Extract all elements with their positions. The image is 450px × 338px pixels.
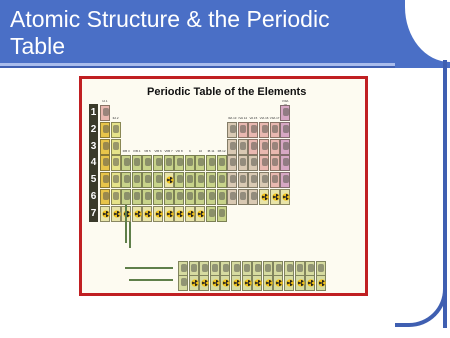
period-number-6: 6	[89, 188, 98, 205]
f-block-leader-line	[125, 205, 127, 243]
element-sample-photo	[262, 125, 268, 133]
element-sample-photo	[262, 175, 268, 183]
element-cell	[270, 172, 280, 188]
element-cell	[206, 155, 216, 171]
element-cell	[217, 172, 227, 188]
element-sample-photo	[251, 125, 257, 133]
element-cell	[217, 189, 227, 205]
element-cell	[100, 139, 110, 155]
element-cell	[111, 206, 121, 222]
actinide-cell	[316, 275, 326, 291]
group-label: VIII 8	[175, 149, 183, 154]
element-sample-photo	[318, 264, 324, 272]
element-sample-photo	[212, 264, 218, 272]
element-sample-photo	[219, 175, 225, 183]
element-cell	[206, 172, 216, 188]
group-label: VA 15	[249, 115, 258, 120]
element-cell	[132, 172, 142, 188]
element-sample-photo	[177, 192, 183, 200]
element-cell	[132, 189, 142, 205]
periodic-table-paper	[82, 79, 365, 293]
element-sample-photo	[297, 264, 303, 272]
element-cell	[259, 155, 269, 171]
element-sample-photo	[113, 125, 119, 133]
element-sample-photo	[124, 158, 130, 166]
element-sample-photo	[230, 158, 236, 166]
element-sample-photo	[240, 192, 246, 200]
element-sample-photo	[262, 158, 268, 166]
radiation-icon	[212, 279, 220, 287]
element-sample-photo	[272, 175, 278, 183]
element-sample-photo	[145, 192, 151, 200]
radiation-icon	[191, 279, 199, 287]
element-sample-photo	[187, 158, 193, 166]
element-cell	[164, 172, 174, 188]
radiation-icon	[297, 279, 305, 287]
element-cell	[227, 189, 237, 205]
element-sample-photo	[240, 125, 246, 133]
element-sample-photo	[198, 175, 204, 183]
actinide-cell	[231, 275, 241, 291]
element-sample-photo	[308, 264, 314, 272]
radiation-icon	[166, 176, 174, 184]
element-cell	[227, 122, 237, 138]
element-cell	[248, 139, 258, 155]
element-cell	[174, 172, 184, 188]
element-cell	[259, 172, 269, 188]
actinide-cell	[252, 275, 262, 291]
radiation-icon	[187, 210, 195, 218]
group-label: 10	[198, 149, 203, 154]
group-label: IIIB 3	[122, 149, 130, 154]
element-cell	[142, 155, 152, 171]
element-cell	[195, 172, 205, 188]
element-sample-photo	[124, 192, 130, 200]
element-sample-photo	[262, 142, 268, 150]
element-cell	[280, 105, 290, 121]
actinide-cell	[189, 275, 199, 291]
element-cell	[270, 189, 280, 205]
element-cell	[153, 172, 163, 188]
element-sample-photo	[283, 125, 289, 133]
element-cell	[100, 172, 110, 188]
radiation-icon	[155, 210, 163, 218]
element-cell	[111, 172, 121, 188]
element-sample-photo	[187, 175, 193, 183]
element-sample-photo	[219, 192, 225, 200]
frame-right-edge	[443, 60, 447, 328]
element-sample-photo	[177, 158, 183, 166]
element-sample-photo	[230, 125, 236, 133]
radiation-icon	[197, 210, 205, 218]
element-sample-photo	[156, 192, 162, 200]
element-sample-photo	[202, 264, 208, 272]
element-sample-photo	[177, 175, 183, 183]
element-sample-photo	[272, 125, 278, 133]
element-sample-photo	[272, 142, 278, 150]
element-cell	[142, 206, 152, 222]
element-cell	[195, 155, 205, 171]
element-cell	[185, 155, 195, 171]
f-block-leader-line	[129, 279, 173, 281]
element-cell	[227, 172, 237, 188]
element-cell	[206, 189, 216, 205]
group-label: VIIIA	[281, 99, 289, 103]
period-number-2: 2	[89, 121, 98, 138]
period-number-4: 4	[89, 154, 98, 171]
element-sample-photo	[265, 264, 271, 272]
element-sample-photo	[223, 264, 229, 272]
element-sample-photo	[198, 158, 204, 166]
group-label: IA 1	[102, 99, 108, 103]
group-label: VIA 16	[259, 115, 269, 120]
group-label: IIIA 13	[227, 115, 237, 120]
element-sample-photo	[283, 175, 289, 183]
radiation-icon	[233, 279, 241, 287]
element-sample-photo	[103, 192, 109, 200]
element-sample-photo	[103, 175, 109, 183]
element-sample-photo	[283, 108, 289, 116]
element-cell	[174, 155, 184, 171]
element-cell	[174, 206, 184, 222]
element-sample-photo	[156, 175, 162, 183]
element-sample-photo	[283, 158, 289, 166]
element-cell	[195, 206, 205, 222]
element-cell	[238, 155, 248, 171]
element-cell	[206, 206, 216, 222]
radiation-icon	[286, 279, 294, 287]
element-sample-photo	[251, 158, 257, 166]
element-sample-photo	[244, 264, 250, 272]
element-sample-photo	[198, 192, 204, 200]
actinide-cell	[263, 275, 273, 291]
radiation-icon	[307, 279, 315, 287]
element-sample-photo	[283, 142, 289, 150]
element-sample-photo	[209, 192, 215, 200]
element-cell	[217, 206, 227, 222]
element-sample-photo	[134, 175, 140, 183]
element-cell	[100, 105, 110, 121]
element-cell	[280, 155, 290, 171]
group-label: IVB 4	[133, 149, 141, 154]
element-sample-photo	[113, 142, 119, 150]
f-block-leader-line	[125, 267, 173, 269]
element-sample-photo	[230, 142, 236, 150]
period-number-3: 3	[89, 138, 98, 155]
radiation-icon	[176, 210, 184, 218]
element-sample-photo	[209, 175, 215, 183]
element-sample-photo	[156, 158, 162, 166]
group-label: IIB 12	[217, 149, 226, 154]
radiation-icon	[318, 279, 326, 287]
element-sample-photo	[209, 158, 215, 166]
element-cell	[153, 206, 163, 222]
element-sample-photo	[251, 142, 257, 150]
element-cell	[132, 155, 142, 171]
period-number-5: 5	[89, 171, 98, 188]
frame-corner	[395, 289, 447, 327]
element-sample-photo	[234, 264, 240, 272]
element-cell	[121, 172, 131, 188]
element-sample-photo	[134, 158, 140, 166]
actinide-cell	[210, 275, 220, 291]
actinide-cell	[295, 275, 305, 291]
element-sample-photo	[240, 158, 246, 166]
element-cell	[121, 189, 131, 205]
actinide-cell	[178, 275, 188, 291]
element-cell	[259, 122, 269, 138]
element-sample-photo	[230, 192, 236, 200]
element-cell	[100, 122, 110, 138]
element-cell	[185, 172, 195, 188]
actinide-cell	[273, 275, 283, 291]
element-sample-photo	[113, 158, 119, 166]
actinide-cell	[220, 275, 230, 291]
element-cell	[111, 139, 121, 155]
element-cell	[100, 206, 110, 222]
radiation-icon	[254, 279, 262, 287]
element-sample-photo	[255, 264, 261, 272]
element-sample-photo	[272, 158, 278, 166]
element-cell	[111, 189, 121, 205]
element-cell	[100, 155, 110, 171]
element-sample-photo	[219, 158, 225, 166]
periodic-table-image	[79, 76, 368, 296]
radiation-icon	[102, 210, 110, 218]
f-block-leader-line	[129, 222, 131, 248]
element-sample-photo	[230, 175, 236, 183]
element-cell	[280, 139, 290, 155]
radiation-icon	[282, 193, 290, 201]
group-label: IIA 2	[112, 115, 119, 120]
radiation-icon	[265, 279, 273, 287]
element-cell	[248, 172, 258, 188]
element-sample-photo	[240, 142, 246, 150]
element-cell	[164, 189, 174, 205]
title-rule-dark	[0, 66, 395, 68]
element-cell	[280, 172, 290, 188]
element-cell	[238, 172, 248, 188]
element-sample-photo	[287, 264, 293, 272]
element-cell	[185, 189, 195, 205]
period-number-7: 7	[89, 205, 98, 222]
element-cell	[259, 189, 269, 205]
element-cell	[248, 189, 258, 205]
element-cell	[248, 122, 258, 138]
radiation-icon	[261, 193, 269, 201]
actinide-cell	[305, 275, 315, 291]
element-cell	[121, 155, 131, 171]
element-cell	[111, 122, 121, 138]
element-sample-photo	[276, 264, 282, 272]
group-label: VB 5	[144, 149, 151, 154]
group-label: IB 11	[207, 149, 215, 154]
group-label: IVA 14	[238, 115, 248, 120]
element-cell	[227, 155, 237, 171]
slide-title: Atomic Structure & the Periodic Table	[10, 6, 330, 59]
element-sample-photo	[113, 192, 119, 200]
group-label: VIB 6	[154, 149, 162, 154]
element-sample-photo	[103, 125, 109, 133]
radiation-icon	[272, 193, 280, 201]
element-sample-photo	[181, 264, 187, 272]
element-cell	[100, 189, 110, 205]
element-sample-photo	[124, 175, 130, 183]
element-sample-photo	[181, 278, 187, 286]
element-cell	[270, 122, 280, 138]
element-sample-photo	[209, 209, 215, 217]
element-sample-photo	[251, 192, 257, 200]
element-sample-photo	[134, 192, 140, 200]
element-cell	[238, 139, 248, 155]
period-number-1: 1	[89, 104, 98, 121]
element-cell	[132, 206, 142, 222]
group-label: VIIA 17	[269, 115, 280, 120]
element-cell	[270, 139, 280, 155]
radiation-icon	[144, 210, 152, 218]
actinide-cell	[284, 275, 294, 291]
element-sample-photo	[251, 175, 257, 183]
radiation-icon	[113, 210, 121, 218]
element-sample-photo	[191, 264, 197, 272]
element-cell	[227, 139, 237, 155]
element-cell	[248, 155, 258, 171]
radiation-icon	[201, 279, 209, 287]
element-cell	[164, 155, 174, 171]
element-cell	[217, 155, 227, 171]
element-sample-photo	[145, 158, 151, 166]
element-sample-photo	[166, 158, 172, 166]
element-cell	[142, 189, 152, 205]
element-sample-photo	[103, 108, 109, 116]
element-cell	[164, 206, 174, 222]
radiation-icon	[134, 210, 142, 218]
actinide-cell	[199, 275, 209, 291]
element-cell	[153, 155, 163, 171]
element-cell	[238, 122, 248, 138]
element-cell	[280, 189, 290, 205]
element-cell	[153, 189, 163, 205]
element-sample-photo	[240, 175, 246, 183]
element-cell	[111, 155, 121, 171]
radiation-icon	[275, 279, 283, 287]
element-sample-photo	[113, 175, 119, 183]
element-sample-photo	[145, 175, 151, 183]
element-cell	[280, 122, 290, 138]
radiation-icon	[166, 210, 174, 218]
group-label: VIIB 7	[164, 149, 173, 154]
element-cell	[185, 206, 195, 222]
group-label: 9	[188, 149, 191, 154]
element-cell	[270, 155, 280, 171]
element-sample-photo	[103, 142, 109, 150]
element-cell	[259, 139, 269, 155]
element-sample-photo	[219, 209, 225, 217]
periodic-table-heading: Periodic Table of the Elements	[147, 86, 307, 98]
element-cell	[195, 189, 205, 205]
element-cell	[142, 172, 152, 188]
element-cell	[174, 189, 184, 205]
radiation-icon	[222, 279, 230, 287]
radiation-icon	[244, 279, 252, 287]
element-sample-photo	[103, 158, 109, 166]
element-cell	[238, 189, 248, 205]
actinide-cell	[242, 275, 252, 291]
element-sample-photo	[166, 192, 172, 200]
element-sample-photo	[187, 192, 193, 200]
